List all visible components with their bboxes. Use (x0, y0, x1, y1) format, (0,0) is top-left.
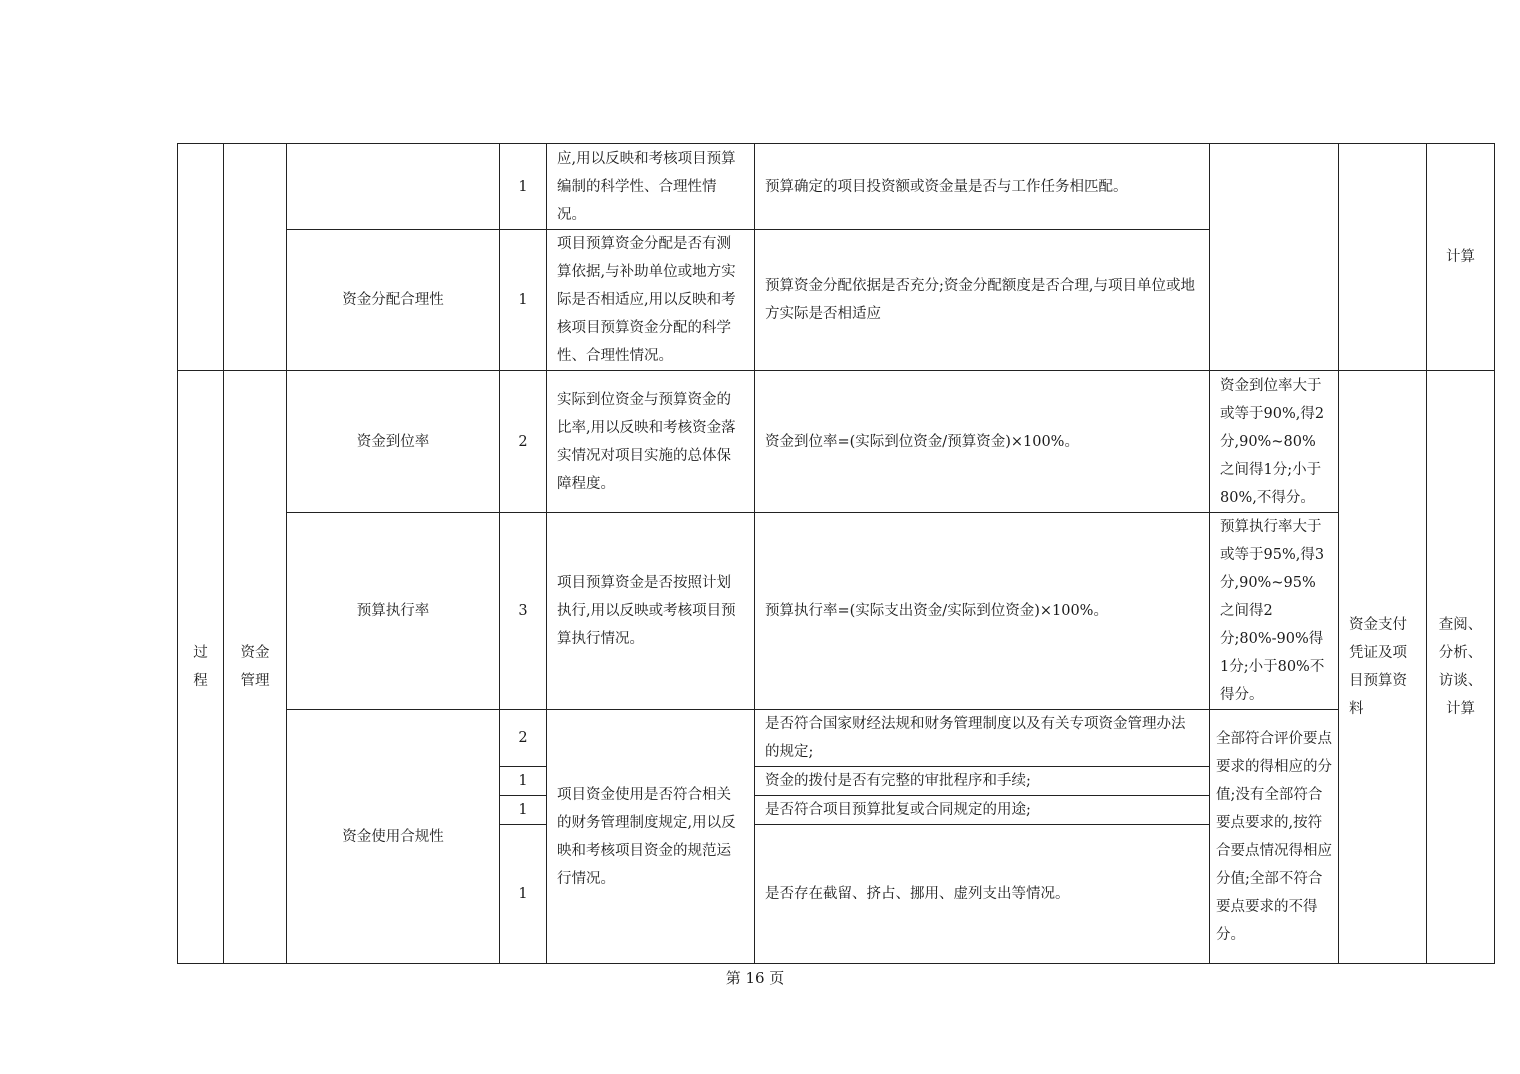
level2-cell: 资金管理 (224, 371, 287, 964)
score-cell: 1 (500, 230, 547, 371)
method-cell: 查阅、分析、访谈、计算 (1427, 371, 1495, 964)
scoring-cell: 全部符合评价要点要求的得相应的分值;没有全部符合要点要求的,按符合要点情况得相应分值;全部不符合要点要求的不得分。 (1210, 710, 1339, 964)
score-cell: 1 (500, 796, 547, 825)
score-cell: 3 (500, 513, 547, 710)
scoring-cell-empty (1210, 144, 1339, 371)
table-row (178, 144, 1495, 230)
criterion-cell: 资金到位率=(实际到位资金/预算资金)×100%。 (755, 371, 1210, 513)
evaluation-table (177, 143, 1495, 964)
score-cell: 1 (500, 767, 547, 796)
method-cell: 计算 (1427, 144, 1495, 371)
evidence-cell-empty (1339, 144, 1427, 371)
description-cell: 项目资金使用是否符合相关的财务管理制度规定,用以反映和考核项目资金的规范运行情况。 (547, 710, 755, 964)
level2-cell-empty (224, 144, 287, 371)
level1-cell: 过程 (178, 371, 224, 964)
table-row (178, 513, 1495, 710)
indicator-cell: 资金到位率 (287, 371, 500, 513)
level1-cell-empty (178, 144, 224, 371)
criterion-cell: 是否符合项目预算批复或合同规定的用途; (755, 796, 1210, 825)
criterion-cell: 预算确定的项目投资额或资金量是否与工作任务相匹配。 (755, 144, 1210, 230)
score-cell: 1 (500, 144, 547, 230)
description-cell: 实际到位资金与预算资金的比率,用以反映和考核资金落实情况对项目实施的总体保障程度。 (547, 371, 755, 513)
score-cell: 1 (500, 825, 547, 964)
criterion-cell: 预算执行率=(实际支出资金/实际到位资金)×100%。 (755, 513, 1210, 710)
scoring-cell: 资金到位率大于或等于90%,得2分,90%~80%之间得1分;小于80%,不得分。 (1210, 371, 1339, 513)
description-cell: 项目预算资金分配是否有测算依据,与补助单位或地方实际是否相适应,用以反映和考核项目预算资金分配的科学性、合理性情况。 (547, 230, 755, 371)
indicator-cell: 资金分配合理性 (287, 230, 500, 371)
criterion-cell: 是否存在截留、挤占、挪用、虚列支出等情况。 (755, 825, 1210, 964)
score-cell: 2 (500, 710, 547, 767)
criterion-cell: 资金的拨付是否有完整的审批程序和手续; (755, 767, 1210, 796)
indicator-cell: 资金使用合规性 (287, 710, 500, 964)
evidence-cell: 资金支付凭证及项目预算资料 (1339, 371, 1427, 964)
score-cell: 2 (500, 371, 547, 513)
description-cell: 项目预算资金是否按照计划执行,用以反映或考核项目预算执行情况。 (547, 513, 755, 710)
criterion-cell: 预算资金分配依据是否充分;资金分配额度是否合理,与项目单位或地方实际是否相适应 (755, 230, 1210, 371)
description-cell: 应,用以反映和考核项目预算编制的科学性、合理性情况。 (547, 144, 755, 230)
scoring-cell: 预算执行率大于或等于95%,得3分,90%~95%之间得2分;80%-90%得1分;小于80%不得分。 (1210, 513, 1339, 710)
indicator-cell: 预算执行率 (287, 513, 500, 710)
page-number: 第 16 页 (725, 969, 785, 987)
table-row (178, 371, 1495, 513)
indicator-cell-empty (287, 144, 500, 230)
criterion-cell: 是否符合国家财经法规和财务管理制度以及有关专项资金管理办法的规定; (755, 710, 1210, 767)
table-row (178, 710, 1495, 767)
